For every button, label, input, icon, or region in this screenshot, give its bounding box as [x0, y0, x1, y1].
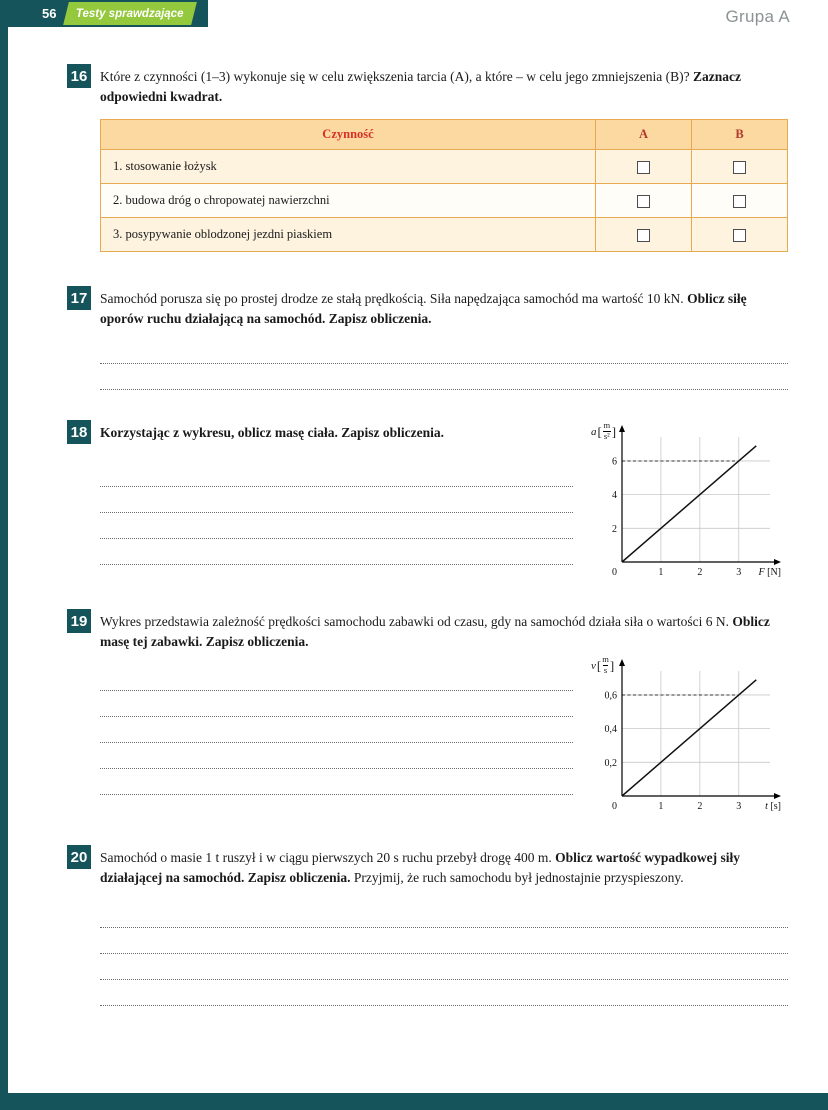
question-20-text-normal: Samochód o masie 1 t ruszył i w ciągu pierwszych 20 s ruchu przebył drogę 400 m. — [100, 850, 556, 866]
answer-line[interactable] — [100, 743, 573, 769]
question-19-number: 19 — [67, 609, 91, 633]
question-16-text-bold: Zaznacz odpowiedni kwadrat. — [100, 69, 742, 104]
answer-line[interactable] — [100, 487, 573, 513]
bracket-open: [ — [596, 657, 602, 673]
question-18-text — [100, 423, 573, 443]
page-content — [67, 64, 785, 1006]
header-badge-label: Testy sprawdzające — [76, 8, 184, 20]
page-header-bar — [0, 0, 208, 27]
answer-line[interactable] — [100, 717, 573, 743]
svg-text:0,2: 0,2 — [604, 758, 617, 770]
bracket-close: ] — [611, 423, 617, 439]
group-label: Grupa A — [725, 7, 790, 26]
q18-y-axis-label — [591, 421, 617, 442]
question-17 — [67, 286, 785, 390]
q16-row2-label: 2. budowa dróg o chropowatej nawierzchni — [101, 184, 596, 218]
q18-left-column — [100, 423, 589, 583]
q16-row2-cell-a — [596, 184, 692, 218]
q16-row2-cell-b — [692, 184, 788, 218]
svg-text:0: 0 — [612, 801, 617, 813]
q16-checkbox-3b[interactable] — [733, 229, 746, 242]
q16-table-header-b: B — [692, 120, 788, 150]
q16-checkbox-2a[interactable] — [637, 195, 650, 208]
q16-checkbox-3a[interactable] — [637, 229, 650, 242]
q19-left-column — [100, 657, 589, 817]
q16-table-header-czynnosc: Czynność — [101, 120, 596, 150]
page-number: 56 — [42, 6, 57, 21]
question-17-number: 17 — [67, 286, 91, 310]
question-20 — [67, 845, 785, 1005]
q16-checkbox-1a[interactable] — [637, 161, 650, 174]
unit-denominator: s — [603, 665, 608, 676]
unit-fraction — [603, 421, 611, 442]
q16-row3-cell-a — [596, 218, 692, 252]
question-18-text-bold: Korzystając z wykresu, oblicz masę ciała. Zapisz obliczenia. — [100, 425, 444, 441]
q19-chart — [589, 654, 785, 817]
svg-text:3: 3 — [736, 801, 742, 813]
bottom-bar — [0, 1093, 828, 1110]
q16-row3-cell-b — [692, 218, 788, 252]
answer-line[interactable] — [100, 513, 573, 539]
q19-chart-svg — [589, 654, 783, 817]
svg-text:2: 2 — [612, 524, 617, 536]
table-row — [101, 218, 788, 252]
q16-checkbox-2b[interactable] — [733, 195, 746, 208]
q18-chart-svg — [589, 420, 783, 583]
svg-text:2: 2 — [697, 567, 703, 579]
question-20-body — [100, 845, 785, 1005]
question-19-body — [100, 609, 785, 817]
question-16-text — [100, 67, 785, 106]
question-16-body — [100, 64, 785, 252]
question-20-text-tail: Przyjmij, że ruch samochodu był jednostajnie przyspieszony. — [350, 869, 684, 885]
left-edge-strip — [0, 0, 8, 1110]
unit-fraction — [602, 655, 609, 676]
q18-row — [100, 420, 785, 583]
svg-text:t [s]: t [s] — [765, 801, 781, 813]
svg-text:4: 4 — [612, 490, 617, 502]
q16-table-header-row — [101, 120, 788, 150]
svg-text:0,6: 0,6 — [604, 690, 617, 702]
question-20-text — [100, 848, 785, 887]
unit-numerator: m — [603, 420, 611, 431]
question-19-text — [100, 612, 785, 651]
q18-answer-lines — [100, 461, 573, 565]
q16-row1-label: 1. stosowanie łożysk — [101, 150, 596, 184]
header-badge — [64, 2, 197, 25]
answer-line[interactable] — [100, 338, 788, 364]
question-17-text-normal: Samochód porusza się po prostej drodze ze stałą prędkością. Siła napędzająca samochód ma wartość 10 kN. — [100, 291, 688, 307]
question-16 — [67, 64, 785, 252]
q16-row1-cell-a — [596, 150, 692, 184]
q20-answer-lines — [100, 902, 788, 1006]
question-16-number: 16 — [67, 64, 91, 88]
q19-row — [100, 654, 785, 817]
svg-text:0: 0 — [612, 567, 617, 579]
question-19 — [67, 609, 785, 817]
q19-y-axis-label — [591, 655, 615, 676]
bracket-open: [ — [597, 423, 602, 439]
q16-checkbox-1b[interactable] — [733, 161, 746, 174]
y-axis-variable: v — [591, 659, 596, 672]
q16-row3-label: 3. posypywanie oblodzonej jezdni piaskiem — [101, 218, 596, 252]
q19-answer-lines — [100, 665, 573, 795]
svg-text:3: 3 — [736, 567, 742, 579]
answer-line[interactable] — [100, 461, 573, 487]
answer-line[interactable] — [100, 980, 788, 1006]
answer-line[interactable] — [100, 954, 788, 980]
answer-line[interactable] — [100, 769, 573, 795]
question-16-text-normal: Które z czynności (1–3) wykonuje się w celu zwiększenia tarcia (A), a które – w celu jego zmniejszenia (B)? — [100, 69, 694, 84]
question-19-text-bold: Oblicz masę tej zabawki. Zapisz obliczenia. — [100, 614, 770, 649]
q16-table — [100, 119, 788, 252]
q17-answer-lines — [100, 338, 788, 390]
answer-line[interactable] — [100, 902, 788, 928]
unit-denominator: s² — [603, 431, 610, 442]
question-18-body — [100, 420, 785, 583]
question-17-text-bold: Oblicz siłę oporów ruchu działającą na samochód. Zapisz obliczenia. — [100, 291, 747, 326]
svg-text:6: 6 — [612, 456, 617, 468]
q18-chart — [589, 420, 785, 583]
answer-line[interactable] — [100, 364, 788, 390]
y-axis-variable: a — [591, 425, 597, 438]
question-18-number: 18 — [67, 420, 91, 444]
table-row — [101, 150, 788, 184]
svg-text:1: 1 — [658, 801, 664, 813]
answer-line[interactable] — [100, 928, 788, 954]
question-20-text-bold: Oblicz wartość wypadkowej siły działającej na samochód. Zapisz obliczenia. — [100, 850, 741, 885]
q16-row1-cell-b — [692, 150, 788, 184]
bracket-close: ] — [609, 657, 615, 673]
question-18 — [67, 420, 785, 583]
table-row — [101, 184, 788, 218]
question-17-body — [100, 286, 785, 390]
svg-text:2: 2 — [697, 801, 703, 813]
question-17-text — [100, 289, 785, 328]
answer-line[interactable] — [100, 665, 573, 691]
question-19-text-normal: Wykres przedstawia zależność prędkości samochodu zabawki od czasu, gdy na samochód działa siła o wartości 6 N. — [100, 614, 733, 630]
q16-table-header-a: A — [596, 120, 692, 150]
unit-numerator: m — [602, 654, 609, 665]
question-20-number: 20 — [67, 845, 91, 869]
answer-line[interactable] — [100, 539, 573, 565]
svg-text:F [N]: F [N] — [758, 567, 781, 579]
answer-line[interactable] — [100, 691, 573, 717]
svg-text:1: 1 — [658, 567, 664, 579]
svg-text:0,4: 0,4 — [604, 724, 617, 736]
